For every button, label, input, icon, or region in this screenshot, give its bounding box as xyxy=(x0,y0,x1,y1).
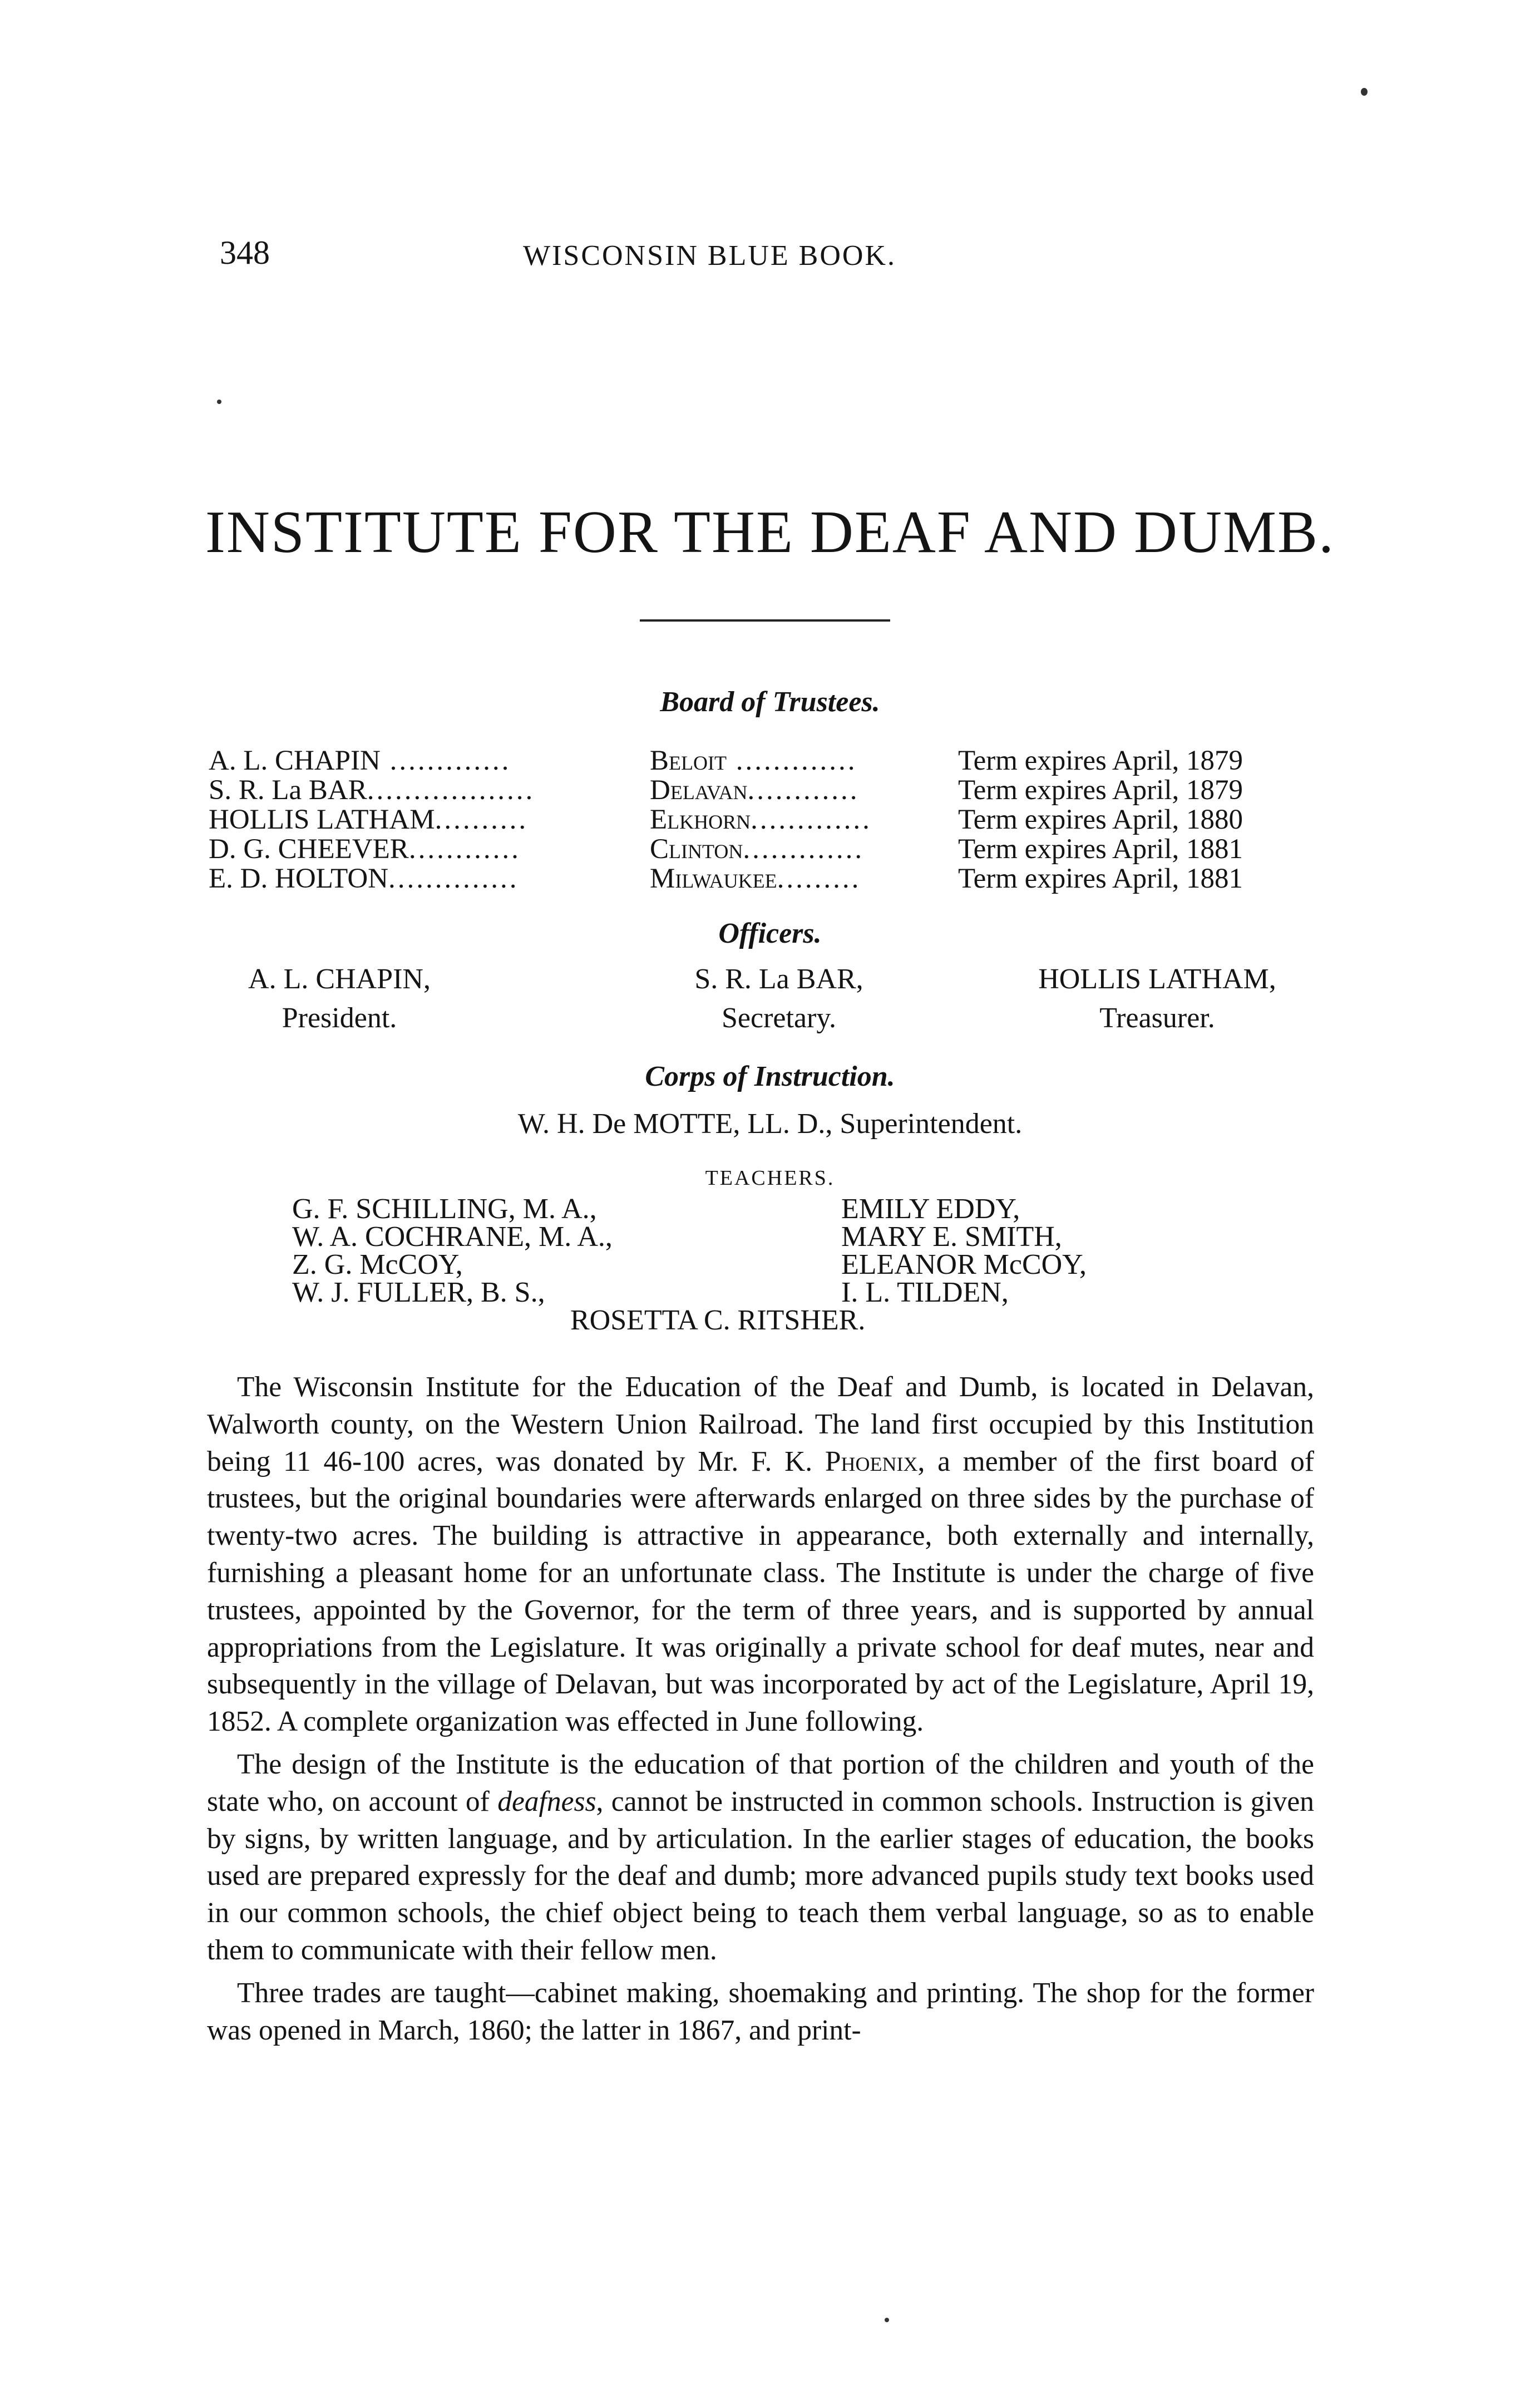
board-row xyxy=(0,834,1540,864)
trustee-name: A. L. CHAPIN ............. xyxy=(209,745,511,776)
teacher-name: ELEANOR McCOY, xyxy=(841,1249,1087,1280)
board-row xyxy=(0,805,1540,835)
trustee-term: Term expires April, 1880 xyxy=(958,804,1243,835)
running-head: WISCONSIN BLUE BOOK. xyxy=(523,240,896,272)
trustee-name: S. R. La BAR.................. xyxy=(209,775,535,806)
trustee-term: Term expires April, 1879 xyxy=(958,745,1243,776)
trustee-term: Term expires April, 1881 xyxy=(958,834,1243,865)
trustee-term: Term expires April, 1879 xyxy=(958,775,1243,806)
officer-president xyxy=(184,960,495,1038)
trustee-place: Delavan............ xyxy=(650,775,860,806)
paragraph: Three trades are taught—cabinet making, shoemaking and printing. The shop for the former was opened in March, 1860; the latter in 1867, and print- xyxy=(207,1977,1314,2046)
officer-secretary xyxy=(623,960,935,1038)
trustee-place: Elkhorn............. xyxy=(650,804,872,835)
superintendent: W. H. De MOTTE, LL. D., Superintendent. xyxy=(517,1108,1023,1140)
officer-role: Secretary. xyxy=(722,1002,836,1034)
officers-heading: Officers. xyxy=(718,918,822,949)
trustee-term: Term expires April, 1881 xyxy=(958,863,1243,894)
title-rule xyxy=(640,619,890,622)
trustee-place: Clinton............. xyxy=(650,834,865,865)
board-row xyxy=(0,746,1540,776)
teacher-name: EMILY EDDY, xyxy=(841,1193,1020,1225)
paragraph: The design of the Institute is the education of that portion of the children and youth of the state who, on account of deafness, cannot be instructed in common schools. Instruction is given by signs, by written language, and by articulation. In the earlier stages of education, the books used are prepared expressly for the deaf and dumb; more advanced pupils study text books used in our common schools, the chief object being to teach them verbal language, so as to enable them to communicate with their fellow men. xyxy=(207,1748,1315,1966)
officer-name: S. R. La BAR, xyxy=(694,963,863,995)
board-row xyxy=(0,864,1540,894)
teacher-name: MARY E. SMITH, xyxy=(841,1221,1062,1253)
page-title: INSTITUTE FOR THE DEAF AND DUMB. xyxy=(205,499,1335,565)
teacher-name: I. L. TILDEN, xyxy=(841,1277,1009,1308)
officer-treasurer xyxy=(979,960,1335,1038)
ink-speck xyxy=(885,2318,889,2322)
trustee-place: Milwaukee......... xyxy=(650,863,861,894)
body-text xyxy=(207,1369,1314,2049)
page-number: 348 xyxy=(220,234,270,271)
board-row xyxy=(0,775,1540,805)
officer-role: Treasurer. xyxy=(1099,1002,1215,1034)
ink-speck xyxy=(1361,88,1368,96)
trustee-name: HOLLIS LATHAM.......... xyxy=(209,804,529,835)
teachers-label: TEACHERS. xyxy=(705,1166,835,1190)
teacher-name: W. A. COCHRANE, M. A., xyxy=(292,1221,613,1253)
teacher-name: G. F. SCHILLING, M. A., xyxy=(292,1193,597,1225)
trustee-name: E. D. HOLTON.............. xyxy=(209,863,519,894)
officer-name: HOLLIS LATHAM, xyxy=(1038,963,1276,995)
teacher-name: Z. G. McCOY, xyxy=(292,1249,463,1280)
trustee-name: D. G. CHEEVER............ xyxy=(209,834,521,865)
officer-role: President. xyxy=(282,1002,397,1034)
instruction-heading: Corps of Instruction. xyxy=(645,1061,895,1092)
trustee-place: Beloit ............. xyxy=(650,745,857,776)
teacher-name: W. J. FULLER, B. S., xyxy=(292,1277,545,1308)
ink-speck xyxy=(217,400,221,404)
teacher-name: ROSETTA C. RITSHER. xyxy=(570,1304,866,1336)
board-heading: Board of Trustees. xyxy=(660,686,880,718)
officer-name: A. L. CHAPIN, xyxy=(248,963,431,995)
paragraph: The Wisconsin Institute for the Education of the Deaf and Dumb, is located in Delavan, Walworth county, on the Western Union Railroad. The land first occupied by this Institution being 11 46-100 acres, was donated by Mr. F. K. Phoenix, a member of the first board of trustees, but the original boundaries were afterwards enlarged on three sides by the purchase of twenty-two acres. The building is attractive in appearance, both externally and internally, furnishing a pleasant home for an unfortunate class. The Institute is under the charge of five trustees, appointed by the Governor, for the term of three years, and is supported by annual appropriations from the Legislature. It was originally a private school for deaf mutes, near and subsequently in the village of Delavan, but was incorporated by act of the Legislature, April 19, 1852. A complete organization was effected in June following. xyxy=(207,1371,1314,1738)
